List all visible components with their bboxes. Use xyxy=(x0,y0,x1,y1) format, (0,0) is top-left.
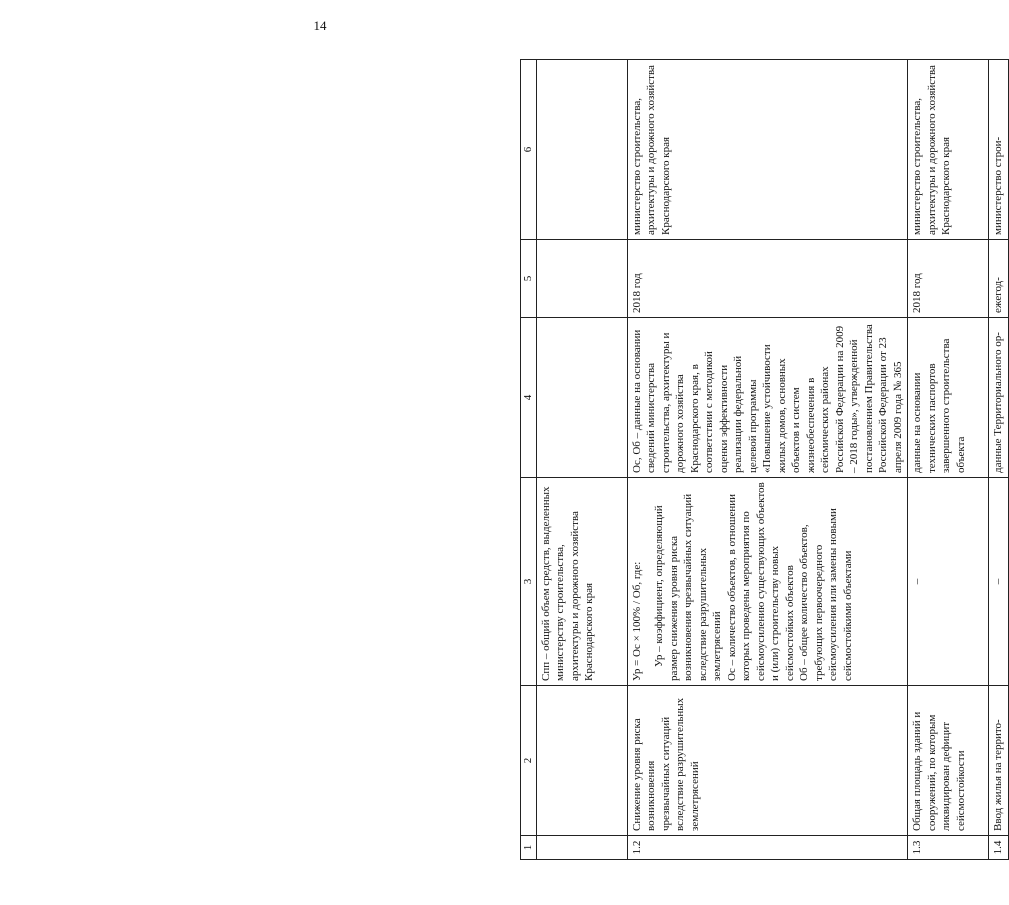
rotated-table-container xyxy=(520,60,1005,860)
cell-source: данные Территориального ор- xyxy=(989,318,1009,478)
header-cell: 2 xyxy=(521,686,537,836)
cell-name: Ввод жилья на террито- xyxy=(989,686,1009,836)
formula-equation: Ур = Ос × 100% / Об, где: xyxy=(630,561,643,681)
cell-responsible: министерство строительства, архитектуры и дорожного хозяйства Краснодарского края xyxy=(627,60,908,240)
header-cell: 4 xyxy=(521,318,537,478)
indicators-table xyxy=(520,59,1009,860)
cell-formula xyxy=(627,478,908,686)
table-row-1-4 xyxy=(989,60,1009,860)
page-number: 14 xyxy=(313,18,327,33)
cell-num: 1.2 xyxy=(627,836,908,860)
cell-period: ежегод- xyxy=(989,240,1009,318)
cell-source: данные на основании технических паспортов завершенного строительства объекта xyxy=(908,318,989,478)
header-cell: 6 xyxy=(521,60,537,240)
cell-responsible xyxy=(536,60,627,240)
cell-formula: – xyxy=(989,478,1009,686)
cell-name: Общая площадь зданий и сооружений, по которым ликвидирован дефицит сейсмостойкости xyxy=(908,686,989,836)
cell-responsible: министерство строительства, архитектуры и дорожного хозяйства Краснодарского края xyxy=(908,60,989,240)
formula-definition: Ур – коэффициент, определяющий размер снижения уровня риска возникновения чрезвычайных ситуаций вследствие разрушительных землетрясений xyxy=(653,493,724,681)
cell-num: 1.3 xyxy=(908,836,989,860)
table-row-continuation xyxy=(536,60,627,860)
cell-period: 2018 год xyxy=(908,240,989,318)
header-cell: 1 xyxy=(521,836,537,860)
cell-num xyxy=(536,836,627,860)
cell-source: Ос, Об – данные на основании сведений министерства строительства, архитектуры и дорожного хозяйства Краснодарского края, в соответствии с методикой оценки эффективности реализации федеральной целевой программы «Повышение устойчивости жилых домов, основных объектов и систем жизнеобеспечения в сейсмических районах Российской Федерации на 2009 – 2018 годы», утвержденной постановлением Правительства Российской Федерации от 23 апреля 2009 года № 365 xyxy=(627,318,908,478)
cell-period: 2018 год xyxy=(627,240,908,318)
formula-definition: Ос – количество объектов, в отношении которых проведены мероприятия по сейсмоусилению существующих объектов и (или) строительству новых сейсмостойких объектов xyxy=(725,482,796,681)
cell-name: Снижение уровня риска возникновения чрезвычайных ситуаций вследствие разрушительных землетрясений xyxy=(627,686,908,836)
table-header-row xyxy=(521,60,537,860)
cell-formula: – xyxy=(908,478,989,686)
header-cell: 5 xyxy=(521,240,537,318)
table-row-1-2 xyxy=(627,60,908,860)
cell-name xyxy=(536,686,627,836)
cell-period xyxy=(536,240,627,318)
cell-responsible: министерство строи- xyxy=(989,60,1009,240)
cell-source xyxy=(536,318,627,478)
header-cell: 3 xyxy=(521,478,537,686)
cell-num: 1.4 xyxy=(989,836,1009,860)
cell-formula: Cпп – общий объем средств, выделенных министерству строительства, архитектуры и дорожного хозяйства Краснодарского края xyxy=(536,478,627,686)
formula-definition: Об – общее количество объектов, требующих первоочередного сейсмоусиления или замены новыми сейсмостойкими объектами xyxy=(798,508,854,681)
table-row-1-3 xyxy=(908,60,989,860)
